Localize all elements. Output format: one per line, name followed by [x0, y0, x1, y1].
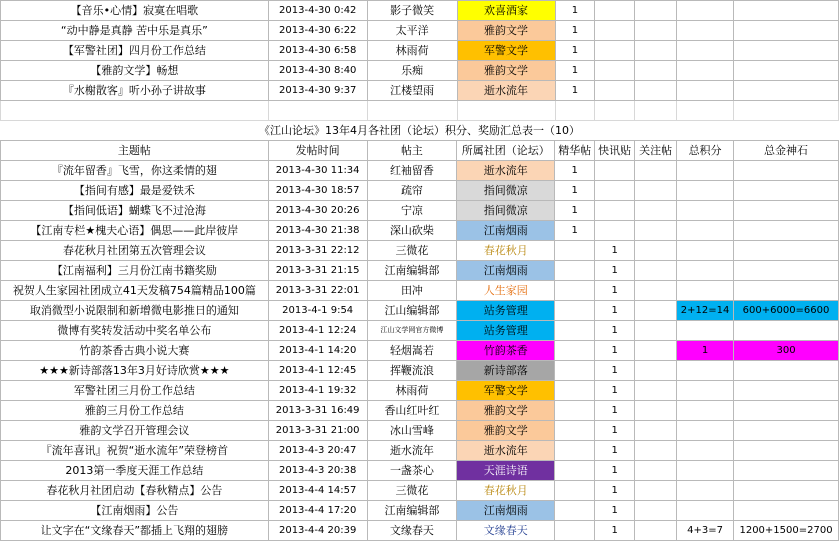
score-cell: [677, 401, 734, 421]
table-row: [1, 81, 839, 101]
club-cell: 雅韵文学: [457, 21, 555, 41]
score-cell: [677, 481, 734, 501]
post-title: 『流年留香』飞雪，你这柔情的翅: [1, 161, 269, 181]
kuaixun-cell: [595, 201, 635, 221]
score-cell: [677, 421, 734, 441]
jinghua-cell: [555, 321, 595, 341]
guanzhu-cell: [635, 321, 677, 341]
post-title: “动中静是真静 苦中乐是真乐”: [1, 21, 269, 41]
post-time: 2013-4-30 9:37: [268, 81, 367, 101]
jinghua-cell: 1: [555, 221, 595, 241]
jinghua-cell: 1: [555, 81, 595, 101]
post-time: 2013-3-31 22:01: [268, 281, 367, 301]
empty-cell: [268, 101, 367, 121]
kuaixun-cell: 1: [595, 481, 635, 501]
post-time: 2013-4-1 19:32: [268, 381, 367, 401]
jinghua-cell: 1: [555, 161, 595, 181]
post-title: 让文字在“文缘春天”都插上飞翔的翅膀: [1, 521, 269, 541]
score-cell: [677, 321, 734, 341]
empty-cell: [1, 101, 269, 121]
header-club: 所属社团（论坛）: [457, 141, 555, 161]
empty-cell: [734, 101, 839, 121]
score-cell: [677, 441, 734, 461]
post-title: 取消微型小说限制和新增微电影推日的通知: [1, 301, 269, 321]
post-time: 2013-4-1 12:45: [268, 361, 367, 381]
reward-cell: [734, 241, 839, 261]
guanzhu-cell: [635, 461, 677, 481]
table-row: [1, 441, 839, 461]
table-row: [1, 261, 839, 281]
club-cell: 竹韵茶香: [457, 341, 555, 361]
kuaixun-cell: [595, 181, 635, 201]
post-time: 2013-4-1 14:20: [268, 341, 367, 361]
post-author: 三微花: [367, 241, 457, 261]
guanzhu-cell: [635, 421, 677, 441]
score-cell: [677, 261, 734, 281]
post-title: 【江南福利】三月份江南书籍奖励: [1, 261, 269, 281]
post-title: 春花秋月社团第五次管理会议: [1, 241, 269, 261]
jinghua-cell: 1: [555, 61, 595, 81]
table-row: [1, 1, 839, 21]
empty-cell: [595, 101, 635, 121]
table-row: [1, 341, 839, 361]
club-cell: 江南烟雨: [457, 261, 555, 281]
post-time: 2013-4-30 20:26: [268, 201, 367, 221]
post-time: 2013-4-30 11:34: [268, 161, 367, 181]
empty-cell: [457, 101, 555, 121]
post-title: 【音乐•心情】寂寞在唱歌: [1, 1, 269, 21]
header-title: 主题帖: [1, 141, 269, 161]
score-cell: [677, 161, 734, 181]
post-time: 2013-4-1 12:24: [268, 321, 367, 341]
header-jinghua: 精华帖: [555, 141, 595, 161]
empty-row: [1, 101, 839, 121]
reward-cell: [734, 41, 839, 61]
reward-cell: [734, 181, 839, 201]
reward-cell: [734, 221, 839, 241]
kuaixun-cell: 1: [595, 421, 635, 441]
empty-cell: [677, 101, 734, 121]
jinghua-cell: [555, 241, 595, 261]
club-cell: 军警文学: [457, 41, 555, 61]
table-row: [1, 321, 839, 341]
jinghua-cell: [555, 441, 595, 461]
post-title: 【指间有感】最是爱铁禾: [1, 181, 269, 201]
table-row: [1, 521, 839, 541]
post-author: 乐痴: [367, 61, 457, 81]
reward-cell: [734, 1, 839, 21]
score-cell: [677, 41, 734, 61]
guanzhu-cell: [635, 221, 677, 241]
reward-cell: [734, 441, 839, 461]
reward-cell: [734, 421, 839, 441]
score-cell: 2+12=14: [677, 301, 734, 321]
kuaixun-cell: 1: [595, 521, 635, 541]
post-author: 挥鞭流浪: [367, 361, 457, 381]
reward-cell: [734, 21, 839, 41]
score-cell: 4+3=7: [677, 521, 734, 541]
club-cell: 文缘春天: [457, 521, 555, 541]
club-cell: 春花秋月: [457, 241, 555, 261]
reward-cell: 1200+1500=2700: [734, 521, 839, 541]
header-guanzhu: 关注帖: [635, 141, 677, 161]
post-time: 2013-4-1 9:54: [268, 301, 367, 321]
post-time: 2013-4-30 18:57: [268, 181, 367, 201]
club-cell: 指间微凉: [457, 181, 555, 201]
score-cell: [677, 221, 734, 241]
reward-cell: 300: [734, 341, 839, 361]
post-time: 2013-4-30 6:22: [268, 21, 367, 41]
jinghua-cell: [555, 301, 595, 321]
club-cell: 逝水流年: [457, 81, 555, 101]
score-cell: [677, 281, 734, 301]
table-row: [1, 361, 839, 381]
jinghua-cell: [555, 421, 595, 441]
post-author: 江南编辑部: [367, 501, 457, 521]
reward-cell: [734, 81, 839, 101]
reward-cell: [734, 401, 839, 421]
club-cell: 雅韵文学: [457, 401, 555, 421]
jinghua-cell: [555, 401, 595, 421]
table-row: [1, 221, 839, 241]
club-cell: 雅韵文学: [457, 61, 555, 81]
guanzhu-cell: [635, 261, 677, 281]
reward-cell: [734, 461, 839, 481]
post-title: 【指间低语】蝴蝶飞不过沧海: [1, 201, 269, 221]
jinghua-cell: 1: [555, 1, 595, 21]
post-title: 【雅韵文学】畅想: [1, 61, 269, 81]
jinghua-cell: [555, 521, 595, 541]
reward-cell: 600+6000=6600: [734, 301, 839, 321]
score-cell: [677, 81, 734, 101]
post-time: 2013-4-4 17:20: [268, 501, 367, 521]
table-row: [1, 301, 839, 321]
post-time: 2013-4-30 6:58: [268, 41, 367, 61]
empty-cell: [367, 101, 457, 121]
guanzhu-cell: [635, 501, 677, 521]
club-cell: 指间微凉: [457, 201, 555, 221]
jinghua-cell: [555, 281, 595, 301]
kuaixun-cell: [595, 81, 635, 101]
header-time: 发帖时间: [268, 141, 367, 161]
club-cell: 春花秋月: [457, 481, 555, 501]
table-row: [1, 201, 839, 221]
top-table: [0, 0, 839, 121]
club-cell: 人生家园: [457, 281, 555, 301]
post-title: 军警社团三月份工作总结: [1, 381, 269, 401]
reward-cell: [734, 321, 839, 341]
reward-cell: [734, 61, 839, 81]
reward-cell: [734, 501, 839, 521]
post-time: 2013-4-3 20:47: [268, 441, 367, 461]
guanzhu-cell: [635, 21, 677, 41]
table-row: [1, 281, 839, 301]
kuaixun-cell: 1: [595, 281, 635, 301]
score-cell: [677, 501, 734, 521]
score-cell: [677, 461, 734, 481]
jinghua-cell: 1: [555, 181, 595, 201]
score-cell: [677, 1, 734, 21]
kuaixun-cell: 1: [595, 441, 635, 461]
post-author: 文缘春天: [367, 521, 457, 541]
jinghua-cell: 1: [555, 201, 595, 221]
post-time: 2013-3-31 21:00: [268, 421, 367, 441]
post-time: 2013-3-31 22:12: [268, 241, 367, 261]
reward-cell: [734, 381, 839, 401]
post-author: 疏帘: [367, 181, 457, 201]
guanzhu-cell: [635, 281, 677, 301]
table-row: [1, 501, 839, 521]
post-time: 2013-4-30 0:42: [268, 1, 367, 21]
post-author: 深山砍柴: [367, 221, 457, 241]
kuaixun-cell: 1: [595, 321, 635, 341]
guanzhu-cell: [635, 201, 677, 221]
kuaixun-cell: 1: [595, 241, 635, 261]
score-cell: [677, 21, 734, 41]
table-row: [1, 421, 839, 441]
club-cell: 新诗部落: [457, 361, 555, 381]
table-row: [1, 461, 839, 481]
kuaixun-cell: [595, 221, 635, 241]
kuaixun-cell: [595, 161, 635, 181]
post-title: 2013第一季度天涯工作总结: [1, 461, 269, 481]
header-author: 帖主: [367, 141, 457, 161]
post-author: 冰山雪峰: [367, 421, 457, 441]
jinghua-cell: [555, 261, 595, 281]
score-cell: [677, 381, 734, 401]
post-title: 雅韵文学召开管理会议: [1, 421, 269, 441]
post-author: 太平洋: [367, 21, 457, 41]
guanzhu-cell: [635, 41, 677, 61]
guanzhu-cell: [635, 481, 677, 501]
post-author: 轻烟嵩若: [367, 341, 457, 361]
post-time: 2013-4-30 21:38: [268, 221, 367, 241]
score-cell: 1: [677, 341, 734, 361]
kuaixun-cell: 1: [595, 261, 635, 281]
guanzhu-cell: [635, 381, 677, 401]
score-cell: [677, 181, 734, 201]
post-time: 2013-3-31 16:49: [268, 401, 367, 421]
reward-cell: [734, 281, 839, 301]
jinghua-cell: [555, 361, 595, 381]
kuaixun-cell: 1: [595, 461, 635, 481]
header-reward: 总金神石: [734, 141, 839, 161]
guanzhu-cell: [635, 401, 677, 421]
kuaixun-cell: [595, 1, 635, 21]
jinghua-cell: [555, 461, 595, 481]
post-author: 田冲: [367, 281, 457, 301]
post-author: 江山文学网官方微博: [367, 321, 457, 341]
kuaixun-cell: 1: [595, 361, 635, 381]
kuaixun-cell: 1: [595, 501, 635, 521]
empty-cell: [555, 101, 595, 121]
guanzhu-cell: [635, 181, 677, 201]
jinghua-cell: [555, 341, 595, 361]
post-title: 竹韵茶香古典小说大赛: [1, 341, 269, 361]
guanzhu-cell: [635, 241, 677, 261]
table-row: [1, 181, 839, 201]
guanzhu-cell: [635, 1, 677, 21]
kuaixun-cell: 1: [595, 381, 635, 401]
post-title: 祝贺人生家园社团成立41天发稿754篇精品100篇: [1, 281, 269, 301]
post-author: 逝水流年: [367, 441, 457, 461]
club-cell: 逝水流年: [457, 441, 555, 461]
club-cell: 站务管理: [457, 321, 555, 341]
club-cell: 欢喜酒家: [457, 1, 555, 21]
post-author: 林雨荷: [367, 41, 457, 61]
post-author: 影子微笑: [367, 1, 457, 21]
section-title: 《江山论坛》13年4月各社团（论坛）积分、奖励汇总表一（10）: [259, 124, 580, 137]
post-time: 2013-4-4 14:57: [268, 481, 367, 501]
jinghua-cell: [555, 481, 595, 501]
table-row: [1, 61, 839, 81]
guanzhu-cell: [635, 61, 677, 81]
post-time: 2013-3-31 21:15: [268, 261, 367, 281]
post-title: 【军警社团】四月份工作总结: [1, 41, 269, 61]
kuaixun-cell: 1: [595, 341, 635, 361]
header-score: 总积分: [677, 141, 734, 161]
table-row: [1, 41, 839, 61]
reward-cell: [734, 481, 839, 501]
table-row: [1, 21, 839, 41]
club-cell: 军警文学: [457, 381, 555, 401]
post-title: 春花秋月社团启动【春秋精点】公告: [1, 481, 269, 501]
kuaixun-cell: [595, 21, 635, 41]
post-author: 江楼望雨: [367, 81, 457, 101]
reward-cell: [734, 361, 839, 381]
post-author: 江南编辑部: [367, 261, 457, 281]
table-row: [1, 481, 839, 501]
header-row: [1, 141, 839, 161]
club-cell: 站务管理: [457, 301, 555, 321]
post-title: ★★★新诗部落13年3月好诗欣赏★★★: [1, 361, 269, 381]
jinghua-cell: [555, 501, 595, 521]
empty-cell: [635, 101, 677, 121]
post-title: 『流年喜讯』祝贺“逝水流年”荣登榜首: [1, 441, 269, 461]
club-cell: 江南烟雨: [457, 221, 555, 241]
summary-table: [0, 140, 839, 541]
guanzhu-cell: [635, 441, 677, 461]
post-author: 一盏茶心: [367, 461, 457, 481]
post-title: 【江南烟雨】公告: [1, 501, 269, 521]
post-title: 微博有奖转发活动中奖名单公布: [1, 321, 269, 341]
jinghua-cell: 1: [555, 21, 595, 41]
jinghua-cell: [555, 381, 595, 401]
reward-cell: [734, 201, 839, 221]
post-time: 2013-4-4 20:39: [268, 521, 367, 541]
post-author: 三微花: [367, 481, 457, 501]
post-author: 宁凉: [367, 201, 457, 221]
post-title: 『水榭散客』听小孙子讲故事: [1, 81, 269, 101]
post-author: 红袖留香: [367, 161, 457, 181]
guanzhu-cell: [635, 341, 677, 361]
table-row: [1, 401, 839, 421]
reward-cell: [734, 161, 839, 181]
post-title: 【江南专栏★槐夫心语】偶思——此岸彼岸: [1, 221, 269, 241]
guanzhu-cell: [635, 301, 677, 321]
guanzhu-cell: [635, 161, 677, 181]
reward-cell: [734, 261, 839, 281]
jinghua-cell: 1: [555, 41, 595, 61]
score-cell: [677, 241, 734, 261]
guanzhu-cell: [635, 81, 677, 101]
kuaixun-cell: [595, 61, 635, 81]
post-time: 2013-4-3 20:38: [268, 461, 367, 481]
post-time: 2013-4-30 8:40: [268, 61, 367, 81]
guanzhu-cell: [635, 361, 677, 381]
score-cell: [677, 201, 734, 221]
kuaixun-cell: [595, 41, 635, 61]
post-title: 雅韵三月份工作总结: [1, 401, 269, 421]
table-row: [1, 241, 839, 261]
table-row: [1, 381, 839, 401]
post-author: 江山编辑部: [367, 301, 457, 321]
club-cell: 雅韵文学: [457, 421, 555, 441]
guanzhu-cell: [635, 521, 677, 541]
post-author: 林雨荷: [367, 381, 457, 401]
club-cell: 天涯诗语: [457, 461, 555, 481]
score-cell: [677, 61, 734, 81]
kuaixun-cell: 1: [595, 401, 635, 421]
post-author: 香山红叶红: [367, 401, 457, 421]
club-cell: 逝水流年: [457, 161, 555, 181]
table-row: [1, 161, 839, 181]
kuaixun-cell: 1: [595, 301, 635, 321]
score-cell: [677, 361, 734, 381]
club-cell: 江南烟雨: [457, 501, 555, 521]
header-kuaixun: 快讯贴: [595, 141, 635, 161]
